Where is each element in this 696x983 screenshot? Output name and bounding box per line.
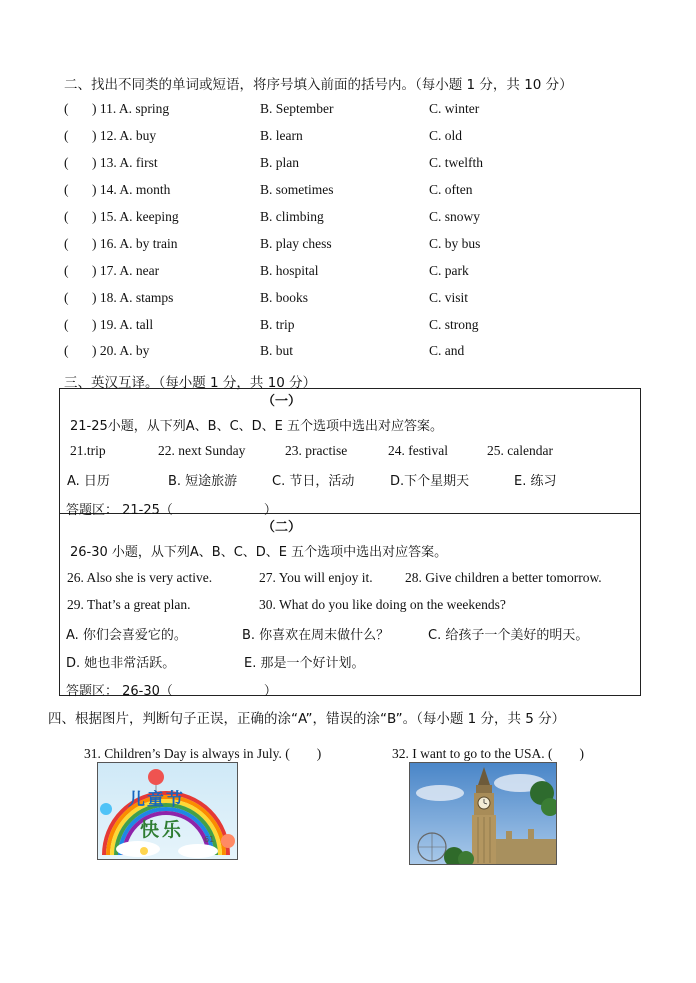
section4-title: 四、根据图片，判断句子正误，正确的涂“A”，错误的涂“B”。（每小题 1 分，共 5 分） (48, 711, 566, 727)
part1-heading: （一） (262, 394, 302, 409)
option2-c: C. 给孩子一个美好的明天。 (428, 628, 589, 643)
question-option-a: ) 13. A. first (92, 155, 158, 170)
option2-e: E. 那是一个好计划。 (244, 656, 365, 671)
word-23: 23. practise (285, 443, 348, 458)
question-option-a: ) 15. A. keeping (92, 209, 179, 224)
question-option-b: B. but (260, 343, 294, 358)
question-option-a: ) 16. A. by train (92, 236, 178, 251)
answer-area-26-30[interactable]: 答题区： 26-30（ ） (66, 684, 277, 699)
option2-d: D. 她也非常活跃。 (66, 656, 176, 671)
answer-paren-open: ( (64, 236, 69, 251)
option-b: B. 短途旅游 (168, 474, 238, 489)
question-option-b: B. play chess (260, 236, 332, 251)
sentence-30: 30. What do you like doing on the weekends? (259, 597, 506, 612)
question-option-b: B. learn (260, 128, 303, 143)
happy-text: 快乐 (140, 819, 185, 841)
part2-instruction: 26-30 小题，从下列A、B、C、D、E 五个选项中选出对应答案。 (70, 545, 448, 560)
sentence-26: 26. Also she is very active. (67, 570, 213, 585)
question-31: 31. Children’s Day is always in July. ( ) (84, 746, 322, 761)
sentence-27: 27. You will enjoy it. (259, 570, 373, 585)
word-21: 21.trip (70, 443, 106, 458)
question-option-c: C. often (429, 182, 473, 197)
question-32: 32. I want to go to the USA. ( ) (392, 746, 584, 761)
question-option-c: C. park (429, 263, 469, 278)
childrens-day-text: 儿童节 (128, 790, 185, 810)
question-option-c: C. twelfth (429, 155, 483, 170)
answer-paren-open: ( (64, 263, 69, 278)
question-option-c: C. snowy (429, 209, 481, 224)
question-option-a: ) 20. A. by (92, 343, 150, 358)
answer-paren-open: ( (64, 128, 69, 143)
question-option-a: ) 19. A. tall (92, 317, 154, 332)
word-24: 24. festival (388, 443, 448, 458)
answer-paren-open: ( (64, 101, 69, 116)
question-option-b: B. sometimes (260, 182, 334, 197)
question-option-b: B. trip (260, 317, 295, 332)
question-option-c: C. and (429, 343, 465, 358)
question-option-a: ) 17. A. near (92, 263, 160, 278)
question-option-c: C. visit (429, 290, 469, 305)
answer-paren-open: ( (64, 317, 69, 332)
big-ben-illustration (410, 763, 556, 864)
sentence-29: 29. That’s a great plan. (67, 597, 191, 612)
sentence-28: 28. Give children a better tomorrow. (405, 570, 602, 585)
answer-paren-open: ( (64, 155, 69, 170)
question-option-c: C. winter (429, 101, 480, 116)
question-option-a: ) 11. A. spring (92, 101, 170, 116)
section3-title: 三、英汉互译。（每小题 1 分，共 10 分） (64, 375, 317, 391)
part1-instruction: 21-25小题，从下列A、B、C、D、E 五个选项中选出对应答案。 (70, 419, 444, 434)
option-d: D.下个星期天 (390, 474, 470, 489)
question-option-c: C. old (429, 128, 463, 143)
answer-paren-open: ( (64, 209, 69, 224)
childrens-day-picture (97, 762, 238, 860)
question-option-c: C. by bus (429, 236, 481, 251)
section2-title: 二、找出不同类的单词或短语，将序号填入前面的括号内。（每小题 1 分，共 10 分） (64, 77, 573, 93)
childrens-day-illustration (98, 763, 237, 859)
question-option-a: ) 18. A. stamps (92, 290, 174, 305)
question-option-a: ) 14. A. month (92, 182, 171, 197)
answer-area-21-25[interactable]: 答题区： 21-25（ ） (66, 503, 277, 518)
option-a: A. 日历 (67, 474, 110, 489)
question-option-b: B. books (260, 290, 309, 305)
part2-heading: （二） (262, 520, 302, 535)
answer-paren-open: ( (64, 290, 69, 305)
question-option-a: ) 12. A. buy (92, 128, 157, 143)
option2-a: A. 你们会喜爱它的。 (66, 628, 187, 643)
option2-b: B. 你喜欢在周末做什么？ (242, 628, 390, 643)
answer-paren-open: ( (64, 343, 69, 358)
word-25: 25. calendar (487, 443, 553, 458)
big-ben-picture (409, 762, 557, 865)
question-option-b: B. hospital (260, 263, 319, 278)
answer-paren-open: ( (64, 182, 69, 197)
question-option-b: B. September (260, 101, 334, 116)
word-22: 22. next Sunday (158, 443, 246, 458)
option-c: C. 节日，活动 (272, 474, 355, 489)
june-first-label: 61 (204, 835, 215, 844)
question-option-c: C. strong (429, 317, 479, 332)
option-e: E. 练习 (514, 474, 557, 489)
question-option-b: B. plan (260, 155, 299, 170)
question-option-b: B. climbing (260, 209, 324, 224)
